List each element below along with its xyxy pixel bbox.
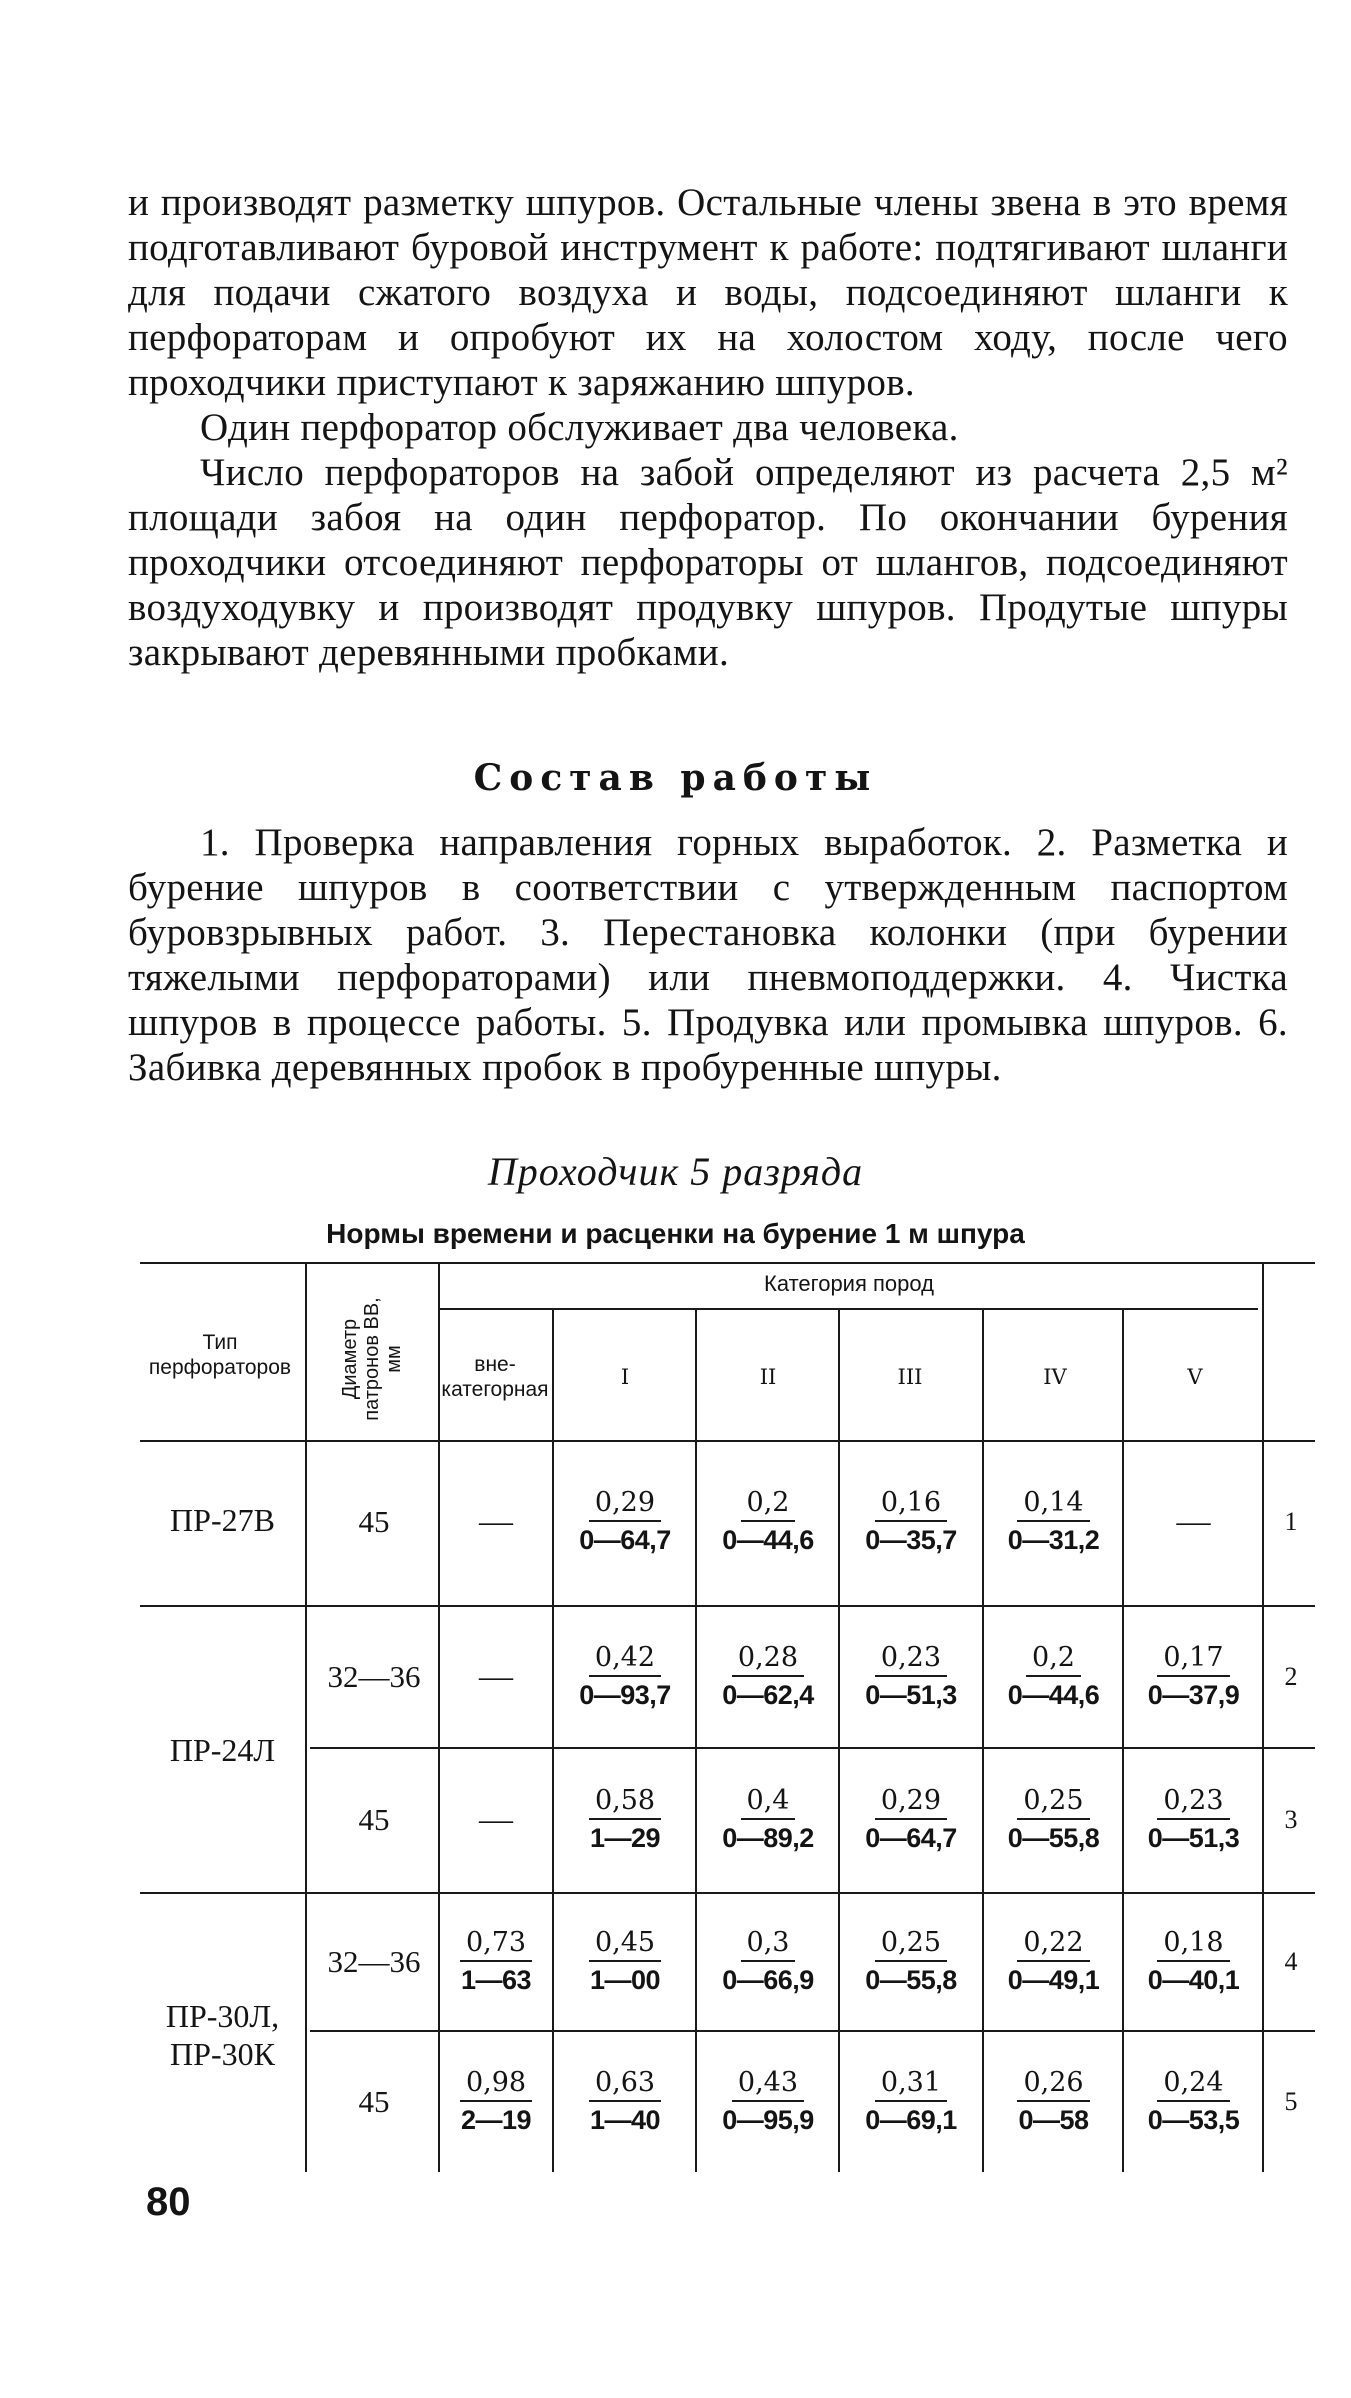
rate-price: 0—55,8	[865, 1965, 957, 1995]
time-norm: 0,45	[589, 1926, 661, 1962]
time-norm: 0,42	[589, 1641, 661, 1677]
type-pr24l: ПР-24Л	[169, 1732, 276, 1768]
time-rate-fraction	[1008, 1784, 1100, 1856]
norm-cell	[1125, 1750, 1262, 1890]
header-diameter: Диаметр патронов ВВ, мм	[339, 1297, 405, 1421]
time-norm: 0,23	[1157, 1784, 1229, 1820]
diameter-cell: 45	[358, 1504, 390, 1539]
time-norm: 0,18	[1157, 1926, 1229, 1962]
time-norm: 0,25	[875, 1926, 947, 1962]
header-category-2: II	[759, 1364, 777, 1389]
rate-price: 0—64,7	[865, 1823, 957, 1853]
rate-price: 0—51,3	[865, 1680, 957, 1710]
time-norm: 0,2	[741, 1486, 796, 1522]
norm-cell	[1125, 1894, 1262, 2030]
rule-header-bottom	[140, 1440, 1315, 1442]
rule-v-4	[1122, 1310, 1124, 2172]
intro-text	[128, 180, 1288, 675]
row-number: 4	[1284, 1947, 1298, 1976]
norm-cell	[440, 1750, 552, 1890]
time-norm: 0,24	[1157, 2066, 1229, 2102]
norm-cell	[840, 1607, 982, 1747]
norm-cell	[840, 1442, 982, 1602]
header-category-group: Категория пород	[764, 1270, 934, 1296]
time-rate-fraction	[460, 2066, 532, 2138]
time-rate-fraction	[722, 2066, 814, 2138]
rule-row-2	[310, 1747, 1315, 1749]
section-heading: Состав работы	[473, 757, 878, 799]
time-rate-fraction	[589, 1926, 661, 1998]
norm-cell	[698, 1607, 838, 1747]
paragraph-2: Один перфоратор обслуживает два человека.	[200, 406, 959, 449]
time-norm: 0,22	[1017, 1926, 1089, 1962]
time-rate-fraction	[1008, 1641, 1100, 1713]
norm-cell	[698, 1750, 838, 1890]
rate-price: 0—95,9	[722, 2105, 814, 2135]
time-norm: 0,63	[589, 2066, 661, 2102]
empty-dash: —	[479, 1658, 513, 1695]
time-norm: 0,14	[1017, 1486, 1089, 1522]
norm-cell	[1125, 1442, 1262, 1602]
time-norm: 0,17	[1157, 1641, 1229, 1677]
rule-row-4	[310, 2030, 1315, 2032]
time-rate-fraction	[589, 2066, 661, 2138]
rate-price: 0—40,1	[1147, 1965, 1240, 1995]
time-norm: 0,43	[732, 2066, 804, 2102]
time-rate-fraction	[1148, 1641, 1240, 1713]
norm-cell	[840, 1750, 982, 1890]
time-rate-fraction	[1017, 2066, 1089, 2138]
rate-price: 0—89,2	[722, 1823, 814, 1853]
norm-cell	[985, 2032, 1122, 2172]
rate-price: 0—64,7	[579, 1525, 671, 1555]
header-category-out: вне-категорная	[441, 1353, 549, 1401]
rate-price: 0—53,5	[1147, 2105, 1240, 2135]
rate-price: 0—58	[1018, 2105, 1089, 2135]
rate-price: 0—66,9	[722, 1965, 814, 1995]
paragraph-1: и производят разметку шпуров. Остальные члены звена в это время подготавливают буровой инструмент к работе: подтягивают шланги для подачи сжатого воздуха и воды, подсоединяют шланги к перфораторам и опробуют их на холостом ходу, после чего проходчики приступают к заряжанию шпуров.	[128, 181, 1288, 404]
norm-cell	[985, 1894, 1122, 2030]
empty-dash: —	[1176, 1503, 1211, 1540]
rate-price: 1—40	[589, 2105, 661, 2135]
header-category-3: III	[897, 1364, 923, 1389]
time-norm: 0,26	[1017, 2066, 1089, 2102]
diameter-cell: 32—36	[327, 1659, 421, 1694]
rule-v-type	[305, 1262, 307, 2172]
time-rate-fraction	[865, 1784, 957, 1856]
rate-price: 0—44,6	[1007, 1680, 1100, 1710]
time-rate-fraction	[865, 1926, 957, 1998]
rate-price: 0—44,6	[722, 1525, 814, 1555]
row-number: 5	[1284, 2087, 1298, 2116]
diameter-cell: 45	[358, 1802, 390, 1837]
norm-cell	[1125, 2032, 1262, 2172]
time-rate-fraction	[722, 1926, 814, 1998]
rate-price: 1—29	[589, 1823, 661, 1853]
paragraph-3: Число перфораторов на забой определяют из расчета 2,5 м² площади забоя на один перфоратор. По окончании бурения проходчики отсоединяют перфораторы от шлангов, подсоединяют воздуходувку и производят продувку шпуров. Продутые шпуры закрывают деревянными пробками.	[128, 451, 1288, 674]
header-category-4: IV	[1043, 1364, 1067, 1389]
rule-row-1	[140, 1605, 1315, 1607]
time-norm: 0,98	[460, 2066, 532, 2102]
rule-v-2	[838, 1310, 840, 2172]
norm-cell	[698, 2032, 838, 2172]
row-number: 3	[1284, 1805, 1298, 1834]
rate-price: 0—31,2	[1007, 1525, 1100, 1555]
rule-v-5	[1262, 1262, 1264, 2172]
norm-cell	[840, 2032, 982, 2172]
time-rate-fraction	[865, 1641, 957, 1713]
rule-v-3	[982, 1310, 984, 2172]
header-diameter-cell	[312, 1284, 432, 1434]
norm-cell	[985, 1442, 1122, 1602]
time-rate-fraction	[579, 1486, 671, 1558]
rate-price: 0—93,7	[579, 1680, 671, 1710]
time-norm: 0,3	[741, 1926, 796, 1962]
norm-cell	[555, 1750, 695, 1890]
time-norm: 0,25	[1017, 1784, 1089, 1820]
rule-top	[140, 1262, 1315, 1264]
header-category-1: I	[620, 1364, 630, 1389]
time-norm: 0,29	[589, 1486, 661, 1522]
diameter-cell: 32—36	[327, 1944, 421, 1979]
diameter-cell: 45	[358, 2084, 390, 2119]
rate-price: 0—51,3	[1147, 1823, 1240, 1853]
rate-price: 2—19	[460, 2105, 532, 2135]
time-rate-fraction	[1148, 2066, 1240, 2138]
time-rate-fraction	[865, 1486, 957, 1558]
time-norm: 0,29	[875, 1784, 947, 1820]
norm-cell	[555, 1894, 695, 2030]
time-norm: 0,23	[875, 1641, 947, 1677]
rate-price: 1—00	[589, 1965, 661, 1995]
time-norm: 0,31	[875, 2066, 947, 2102]
norm-cell	[440, 2032, 552, 2172]
norm-cell	[440, 1442, 552, 1602]
time-rate-fraction	[460, 1926, 532, 1998]
norm-cell	[440, 1607, 552, 1747]
time-rate-fraction	[1148, 1926, 1240, 1998]
rule-v-1	[695, 1310, 697, 2172]
time-rate-fraction	[1148, 1784, 1240, 1856]
time-rate-fraction	[722, 1784, 814, 1856]
row-number: 2	[1284, 1662, 1298, 1691]
work-composition-block	[128, 820, 1288, 1090]
norm-cell	[440, 1894, 552, 2030]
rule-v-diameter	[438, 1262, 440, 2172]
norm-cell	[985, 1750, 1122, 1890]
time-norm: 0,16	[875, 1486, 947, 1522]
table-caption: Нормы времени и расценки на бурение 1 м шпура	[326, 1218, 1025, 1249]
norm-cell	[555, 1442, 695, 1602]
norm-cell	[555, 2032, 695, 2172]
rate-price: 1—63	[460, 1965, 532, 1995]
time-rate-fraction	[1008, 1486, 1100, 1558]
time-norm: 0,4	[741, 1784, 796, 1820]
rate-price: 0—49,1	[1007, 1965, 1100, 1995]
rate-price: 0—62,4	[722, 1680, 814, 1710]
time-norm: 0,58	[589, 1784, 661, 1820]
empty-dash: —	[479, 1503, 513, 1540]
type-pr30: ПР-30Л, ПР-30К	[165, 1998, 280, 2072]
rule-v-out	[552, 1310, 554, 2172]
norm-cell	[555, 1607, 695, 1747]
time-rate-fraction	[579, 1641, 671, 1713]
time-rate-fraction	[589, 1784, 661, 1856]
header-category-5: V	[1187, 1364, 1203, 1389]
rule-row-3	[140, 1892, 1315, 1894]
norm-cell	[1125, 1607, 1262, 1747]
time-norm: 0,28	[732, 1641, 804, 1677]
worker-grade-subheading: Проходчик 5 разряда	[487, 1149, 864, 1194]
time-norm: 0,2	[1026, 1641, 1081, 1677]
rate-price: 0—69,1	[865, 2105, 957, 2135]
rate-price: 0—35,7	[865, 1525, 957, 1555]
time-rate-fraction	[1008, 1926, 1100, 1998]
empty-dash: —	[479, 1801, 513, 1838]
row-number: 1	[1284, 1507, 1298, 1536]
page-number: 80	[146, 2180, 191, 2224]
rate-price: 0—37,9	[1147, 1680, 1240, 1710]
rule-category	[440, 1308, 1258, 1310]
time-rate-fraction	[722, 1641, 814, 1713]
work-composition-text: 1. Проверка направления горных выработок. 2. Разметка и бурение шпуров в соответствии с утвержденным паспортом буровзрывных работ. 3. Перестановка колонки (при бурении тяжелыми перфораторами) или пневмоподдержки. 4. Чистка шпуров в процессе работы. 5. Продувка или промывка шпуров. 6. Забивка деревянных пробок в пробуренные шпуры.	[128, 821, 1288, 1089]
rate-price: 0—55,8	[1007, 1823, 1100, 1853]
time-norm: 0,73	[460, 1926, 532, 1962]
header-type: Тип перфораторов	[148, 1331, 292, 1379]
time-rate-fraction	[865, 2066, 957, 2138]
norm-cell	[840, 1894, 982, 2030]
type-pr27v: ПР-27В	[170, 1502, 275, 1538]
norm-cell	[985, 1607, 1122, 1747]
time-rate-fraction	[722, 1486, 814, 1558]
norm-cell	[698, 1894, 838, 2030]
norm-cell	[698, 1442, 838, 1602]
